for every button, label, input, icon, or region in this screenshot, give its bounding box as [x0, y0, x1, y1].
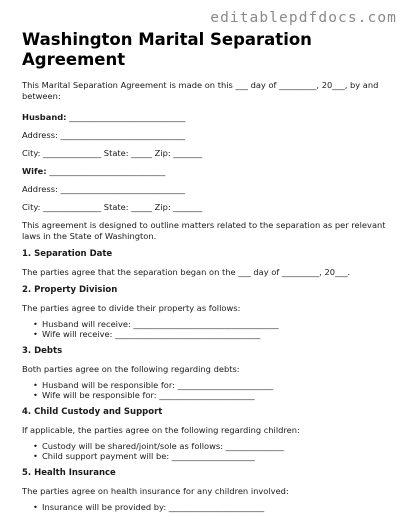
list-item-wife-receive[interactable]: • Wife will receive: ___________________________________ — [42, 329, 397, 339]
debts-text: Both parties agree on the following regarding debts: — [22, 364, 240, 374]
site-watermark: editablepdfdocs.com — [210, 10, 397, 26]
child-custody-list — [22, 441, 397, 461]
wife-city-state-zip[interactable]: City: ______________ State: _____ Zip: _______ — [22, 202, 203, 212]
health-insurance-text: The parties agree on health insurance for any children involved: — [22, 486, 289, 496]
section-heading-child-custody: 4. Child Custody and Support — [22, 407, 163, 417]
husband-name-line[interactable] — [22, 112, 397, 123]
list-item-husband-debts[interactable]: • Husband will be responsible for: _______________________ — [42, 380, 397, 390]
child-custody-text: If applicable, the parties agree on the following regarding children: — [22, 425, 300, 435]
separation-date-text[interactable]: The parties agree that the separation began on the ___ day of _________, 20___. — [22, 267, 351, 277]
husband-city-state-zip[interactable]: City: ______________ State: _____ Zip: _______ — [22, 148, 203, 158]
husband-label: Husband: — [22, 112, 67, 122]
document-title: Washington Marital Separation Agreement — [22, 30, 312, 69]
list-item-wife-debts[interactable]: • Wife will be responsible for: _______________________ — [42, 390, 397, 400]
debts-list — [22, 380, 397, 400]
list-item-husband-receive[interactable]: • Husband will receive: ___________________________________ — [42, 319, 397, 329]
list-item-insurance-provider[interactable]: • Insurance will be provided by: _______________________ — [42, 502, 397, 512]
wife-name-blank[interactable]: ____________________________ — [46, 166, 166, 176]
purpose-paragraph: This agreement is designed to outline matters related to the separation as per relevant laws in the State of Washington. — [22, 220, 386, 241]
section-heading-property-division: 2. Property Division — [22, 285, 118, 295]
wife-label: Wife: — [22, 166, 47, 176]
property-division-list — [22, 319, 397, 339]
husband-address-line[interactable]: Address: ______________________________ — [22, 130, 185, 140]
husband-name-blank[interactable]: ____________________________ — [66, 112, 186, 122]
intro-paragraph: This Marital Separation Agreement is made on this ___ day of _________, 20___, by and between: — [22, 80, 379, 101]
wife-name-line[interactable] — [22, 166, 397, 177]
agreement-body — [22, 30, 397, 512]
property-division-text: The parties agree to divide their property as follows: — [22, 303, 241, 313]
list-item-custody[interactable]: • Custody will be shared/joint/sole as follows: ______________ — [42, 441, 397, 451]
health-insurance-list — [22, 502, 397, 512]
section-heading-separation-date: 1. Separation Date — [22, 249, 113, 259]
section-heading-health-insurance: 5. Health Insurance — [22, 468, 116, 478]
list-item-child-support[interactable]: • Child support payment will be: ____________________ — [42, 451, 397, 461]
section-heading-debts: 3. Debts — [22, 346, 63, 356]
wife-address-line[interactable]: Address: ______________________________ — [22, 184, 185, 194]
